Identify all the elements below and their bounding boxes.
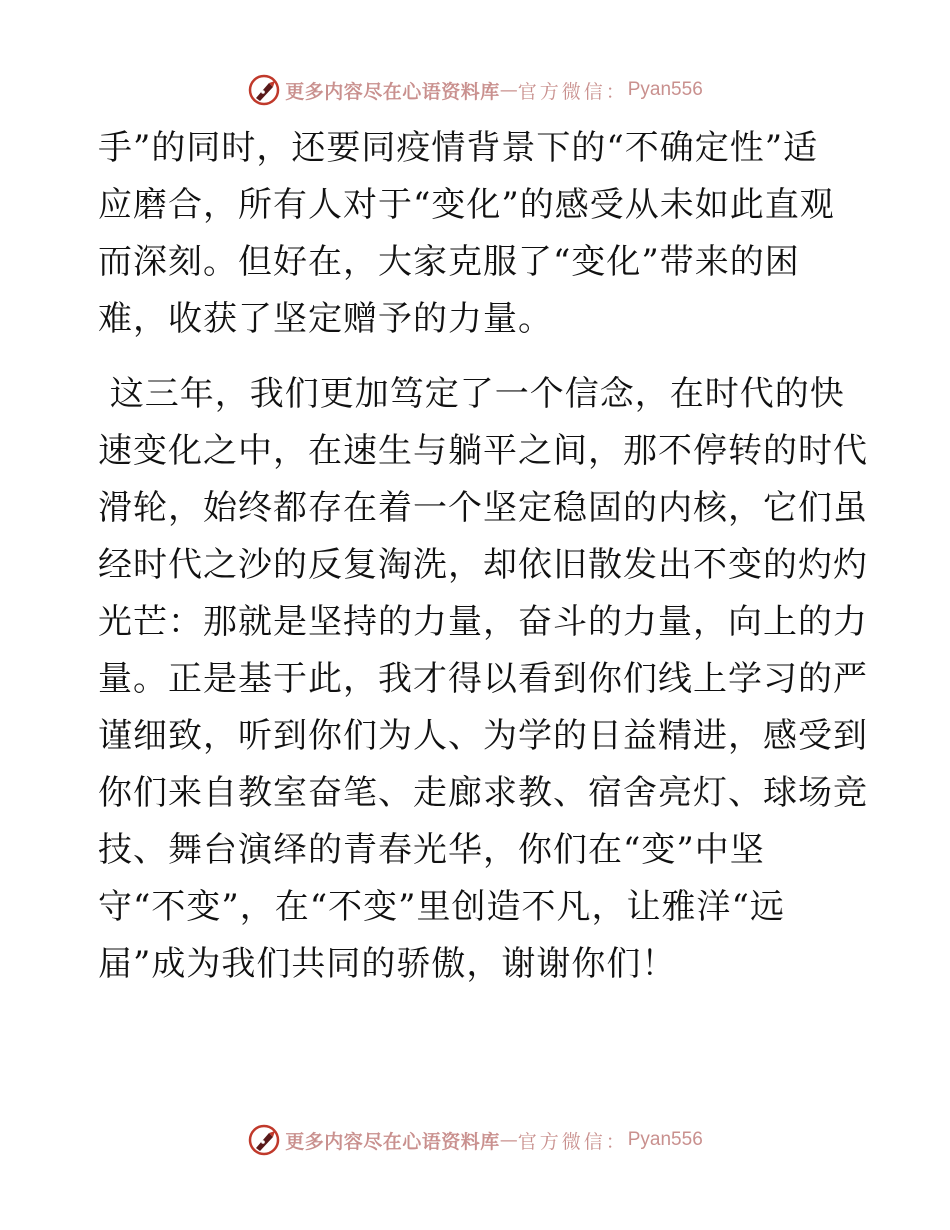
- footer-title: 更多内容尽在心语资料库: [285, 1130, 500, 1153]
- paragraph-2: [98, 366, 868, 993]
- header-wechat-id: Pyan556: [627, 79, 703, 100]
- text-line: 难，收获了坚定赠予的力量。: [98, 299, 553, 339]
- document-body: [98, 120, 868, 1011]
- text-line: 这三年，我们更加笃定了一个信念，在时代的快: [98, 374, 845, 414]
- text-line: 光芒：那就是坚持的力量，奋斗的力量，向上的力: [98, 602, 868, 642]
- text-line: 你们来自教室奋笔、走廊求教、宿舍亮灯、球场竞: [98, 773, 868, 813]
- pen-nib-logo-icon: [247, 73, 281, 107]
- text-line: 应磨合，所有人对于“变化”的感受从未如此直观: [98, 185, 835, 225]
- paragraph-1: [98, 120, 858, 348]
- header-banner: [0, 70, 950, 110]
- header-wechat-label: 官方微信：: [517, 80, 628, 103]
- text-line: 守“不变”，在“不变”里创造不凡，让雅洋“远: [98, 887, 785, 927]
- header-dash: —: [499, 79, 518, 101]
- header-title: 更多内容尽在心语资料库: [285, 80, 500, 103]
- pen-nib-logo-icon: [247, 1123, 281, 1157]
- text-line: 谨细致，听到你们为人、为学的日益精进，感受到: [98, 716, 868, 756]
- text-line: 手”的同时，还要同疫情背景下的“不确定性”适: [98, 128, 819, 168]
- footer-dash: —: [499, 1129, 518, 1151]
- text-line: 量。正是基于此，我才得以看到你们线上学习的严: [98, 659, 868, 699]
- text-line: 技、舞台演绎的青春光华，你们在“变”中坚: [98, 830, 765, 870]
- text-line: 经时代之沙的反复淘洗，却依旧散发出不变的灼灼: [98, 545, 868, 585]
- text-line: 而深刻。但好在，大家克服了“变化”带来的困: [98, 242, 800, 282]
- text-line: 届”成为我们共同的骄傲，谢谢你们！: [98, 944, 677, 984]
- footer-wechat-id: Pyan556: [627, 1129, 703, 1150]
- footer-wechat-label: 官方微信：: [517, 1130, 628, 1153]
- text-line: 滑轮，始终都存在着一个坚定稳固的内核，它们虽: [98, 488, 868, 528]
- text-line: 速变化之中，在速生与躺平之间，那不停转的时代: [98, 431, 868, 471]
- footer-banner: [0, 1120, 950, 1160]
